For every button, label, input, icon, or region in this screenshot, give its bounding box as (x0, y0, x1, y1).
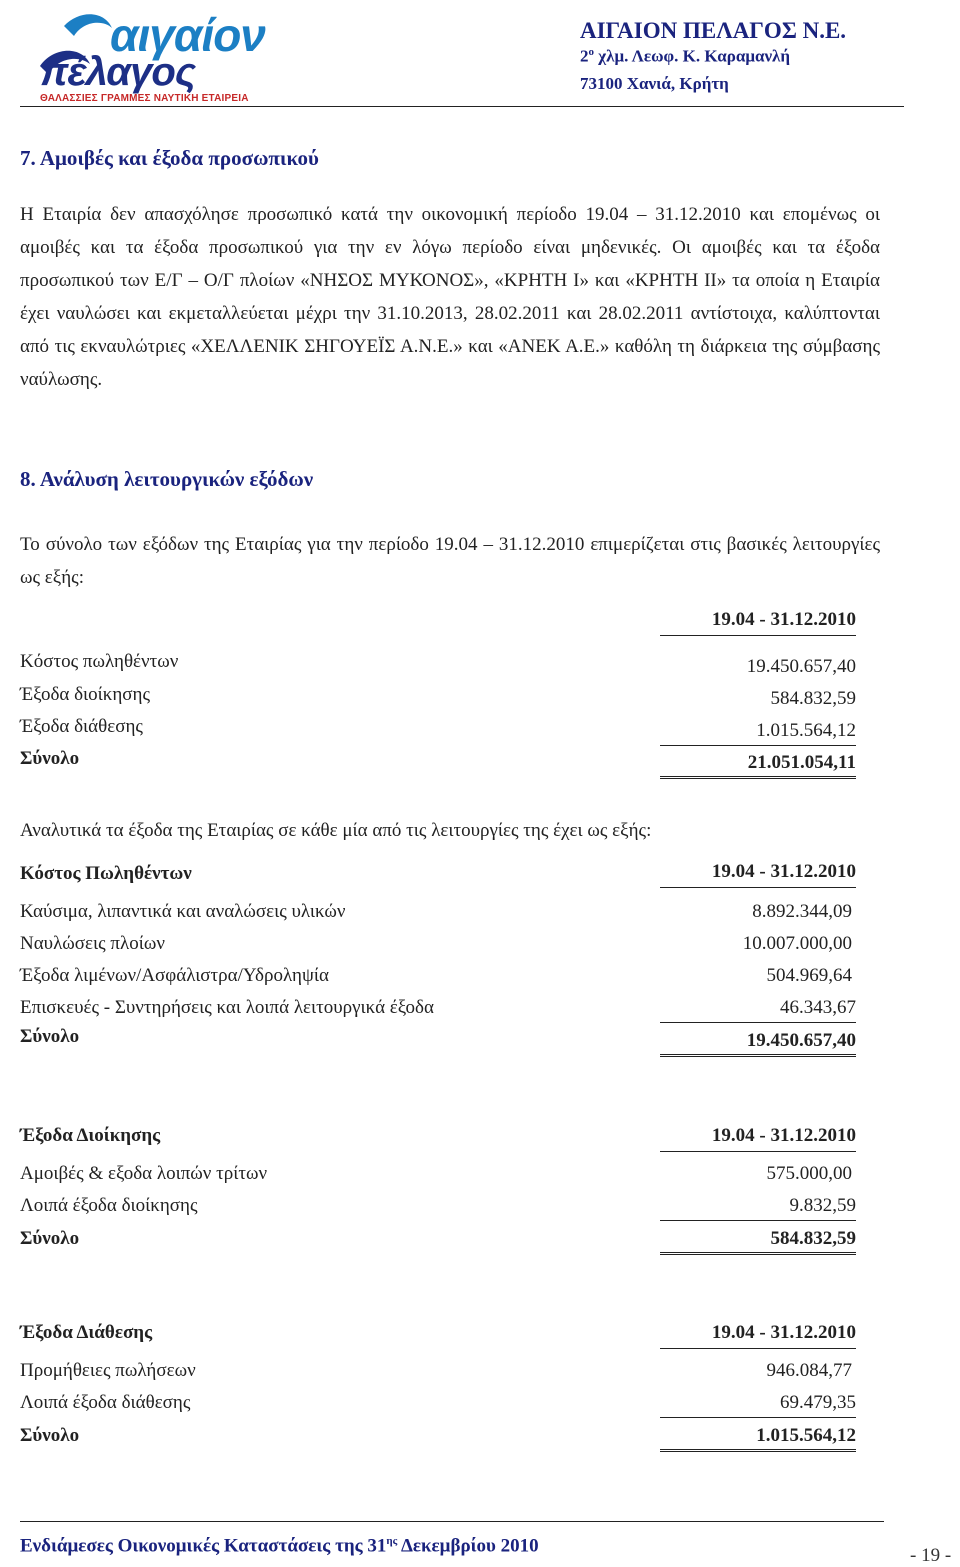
cost-row-label: Καύσιμα, λιπαντικά και αναλώσεις υλικών (20, 901, 346, 922)
distribution-row-label: Προμήθειες πωλήσεων (20, 1360, 196, 1381)
admin-row-label: Αμοιβές & εξοδα λοιπών τρίτων (20, 1163, 268, 1184)
admin-total: 584.832,59 (660, 1228, 856, 1255)
cost-of-sales-period: 19.04 - 31.12.2010 (660, 861, 856, 888)
summary-value: 584.832,59 (770, 688, 856, 709)
distribution-row-value: 69.479,35 (660, 1392, 856, 1418)
section-8-title: 8. Ανάλυση λειτουργικών εξόδων (20, 467, 314, 491)
summary-label: Έξοδα διοίκησης (20, 684, 150, 705)
distribution-row-label: Λοιπά έξοδα διάθεσης (20, 1392, 191, 1413)
admin-period: 19.04 - 31.12.2010 (660, 1125, 856, 1152)
cost-total: 19.450.657,40 (660, 1030, 856, 1057)
cost-row-value: 10.007.000,00 (742, 933, 852, 954)
distribution-title: Έξοδα Διάθεσης (20, 1322, 153, 1343)
summary-value: 19.450.657,40 (746, 656, 856, 677)
footer-title: Ενδιάμεσες Οικονομικές Καταστάσεις της $31^{\eta\varsigma}$ Δεκεμβρίου 2010 (20, 1535, 539, 1557)
detail-intro: Αναλυτικά τα έξοδα της Εταιρίας σε κάθε μία από τις λειτουργίες της έχει ως εξής: (20, 820, 652, 841)
admin-row-value: 9.832,59 (660, 1195, 856, 1221)
page-number: - 19 - (910, 1545, 952, 1566)
cost-of-sales-title: Κόστος Πωληθέντων (20, 863, 192, 884)
distribution-total: 1.015.564,12 (660, 1425, 856, 1452)
cost-row-label: Έξοδα λιμένων/Ασφάλιστρα/Υδροληψία (20, 965, 329, 986)
cost-row-label: Επισκευές - Συντηρήσεις και λοιπά λειτουργικά έξοδα (20, 997, 434, 1018)
company-name: ΑΙΓΑΙΟΝ ΠΕΛΑΓΟΣ Ν.Ε. (580, 18, 847, 43)
summary-label: Έξοδα διάθεσης (20, 716, 143, 737)
distribution-row-value: 946.084,77 (766, 1360, 852, 1381)
cost-row-value: 46.343,67 (660, 997, 856, 1023)
admin-title: Έξοδα Διοίκησης (20, 1125, 161, 1146)
logo-tagline: ΘΑΛΑΣΣΙΕΣ ΓΡΑΜΜΕΣ ΝΑΥΤΙΚΗ ΕΤΑΙΡΕΙΑ (40, 93, 249, 104)
section-8-intro: Το σύνολο των εξόδων της Εταιρίας για την περίοδο 19.04 – 31.12.2010 επιμερίζεται στις βασικές λειτουργίες ως εξής: (20, 534, 880, 588)
cost-row-value: 8.892.344,09 (752, 901, 852, 922)
distribution-period: 19.04 - 31.12.2010 (660, 1322, 856, 1349)
section-7-paragraph: Η Εταιρία δεν απασχόλησε προσωπικό κατά την οικονομική περίοδο 19.04 – 31.12.2010 και επομένως οι αμοιβές και τα έξοδα προσωπικού για την εν λόγω περίοδο είναι μηδενικές. Οι αμοιβές και τα έξοδα προσωπικού των Ε/Γ – Ο/Γ πλοίων «ΝΗΣΟΣ ΜΥΚΟΝΟΣ», «ΚΡΗΤΗ Ι» και «ΚΡΗΤΗ ΙΙ» τα οποία η Εταιρία έχει ναυλώσει και εκμεταλλεύεται μέχρι την 31.10.2013, 28.02.2011 και 28.02.2011 αντίστοιχα, καλύπτονται από τις εκναυλώτριες «ΧΕΛΛΕΝΙΚ ΣΗΓΟΥΕΪΣ Α.Ν.Ε.» και «ΑΝΕΚ Α.Ε.» καθόλη τη διάρκεια της σύμβασης ναύλωσης. (20, 204, 880, 390)
summary-label: Κόστος πωληθέντων (20, 651, 179, 672)
section-7-title: 7. Αμοιβές και έξοδα προσωπικού (20, 146, 319, 170)
cost-total-label: Σύνολο (20, 1026, 80, 1047)
summary-total-label: Σύνολο (20, 748, 80, 769)
summary-period-header: 19.04 - 31.12.2010 (660, 609, 856, 636)
header-divider (20, 106, 904, 107)
summary-total: 21.051.054,11 (660, 752, 856, 779)
admin-row-value: 575.000,00 (766, 1163, 852, 1184)
admin-total-label: Σύνολο (20, 1228, 80, 1249)
admin-row-label: Λοιπά έξοδα διοίκησης (20, 1195, 198, 1216)
company-city: 73100 Χανιά, Κρήτη (580, 74, 729, 93)
logo-word-pelagos: πέλαγος (40, 50, 196, 94)
cost-row-label: Ναυλώσεις πλοίων (20, 933, 165, 954)
cost-row-value: 504.969,64 (766, 965, 852, 986)
company-address: $2^o$ χλμ. Λεωφ. Κ. Καραμανλή (580, 46, 791, 66)
distribution-total-label: Σύνολο (20, 1425, 80, 1446)
logo-word-aigaion: αιγαίον (110, 9, 265, 61)
footer-divider (20, 1521, 884, 1522)
summary-value: 1.015.564,12 (660, 720, 856, 746)
